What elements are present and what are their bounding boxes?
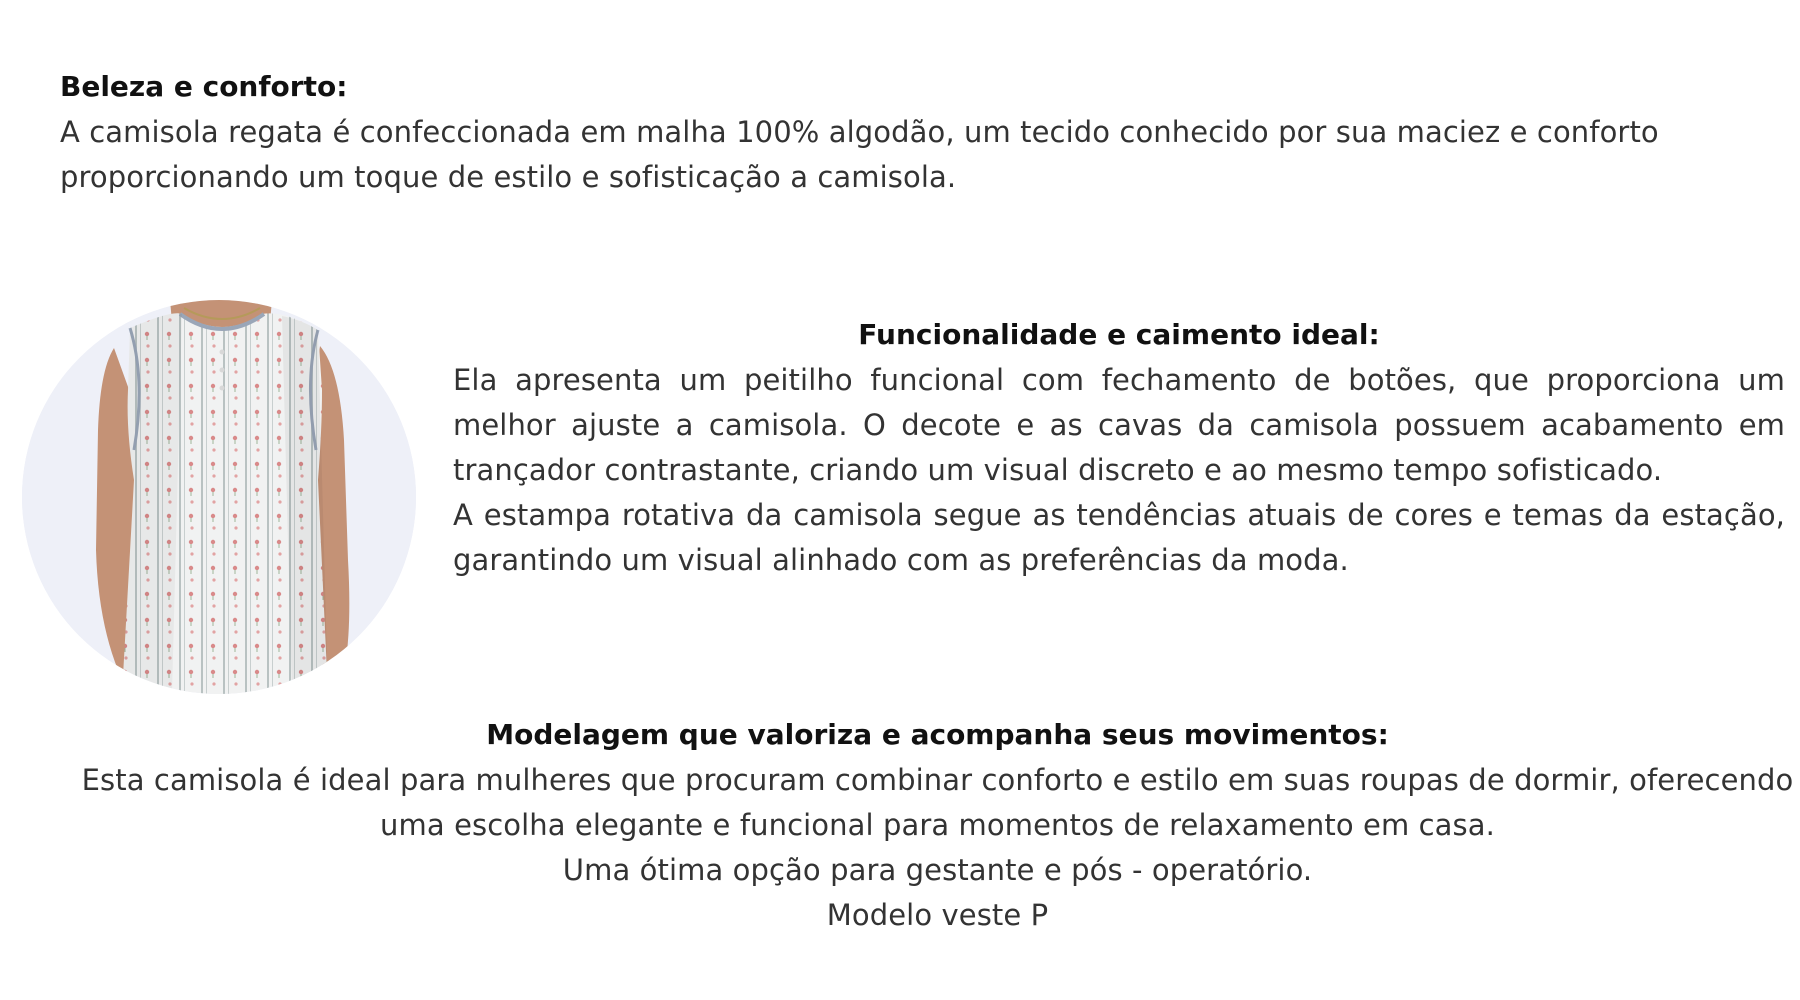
text-line: A estampa rotativa da camisola segue as tendências atuais de cores e temas da estação, <box>453 498 1785 532</box>
text-line: Ela apresenta um peitilho funcional com fechamento de botões, que proporciona um <box>453 363 1785 397</box>
text-line: Uma ótima opção para gestante e pós - operatório. <box>562 853 1313 887</box>
section-modelagem <box>40 712 1800 938</box>
paragraph-beleza-conforto <box>60 110 1760 200</box>
text-line: proporcionando um toque de estilo e sofisticação a camisola. <box>60 160 957 194</box>
nightgown-illustration <box>22 300 416 694</box>
text-line: garantindo um visual alinhado com as preferências da moda. <box>453 543 1349 577</box>
text-line: trançador contrastante, criando um visual discreto e ao mesmo tempo sofisticado. <box>453 453 1663 487</box>
text-line: Esta camisola é ideal para mulheres que procuram combinar conforto e estilo em suas roupas de dormir, oferecendo <box>81 763 1794 797</box>
size-note: Modelo veste P <box>826 898 1049 932</box>
paragraph-funcionalidade <box>453 358 1785 583</box>
heading-beleza-conforto: Beleza e conforto: <box>60 70 348 103</box>
text-line: uma escolha elegante e funcional para momentos de relaxamento em casa. <box>380 808 1495 842</box>
section-funcionalidade <box>453 312 1785 583</box>
heading-modelagem: Modelagem que valoriza e acompanha seus movimentos: <box>486 718 1389 751</box>
section-beleza-conforto <box>60 64 1760 200</box>
paragraph-modelagem <box>40 758 1800 938</box>
product-photo <box>22 300 416 694</box>
text-line: A camisola regata é confeccionada em malha 100% algodão, um tecido conhecido por sua maciez e conforto <box>60 115 1659 149</box>
heading-funcionalidade: Funcionalidade e caimento ideal: <box>858 318 1380 351</box>
text-line: melhor ajuste a camisola. O decote e as cavas da camisola possuem acabamento em <box>453 408 1785 442</box>
